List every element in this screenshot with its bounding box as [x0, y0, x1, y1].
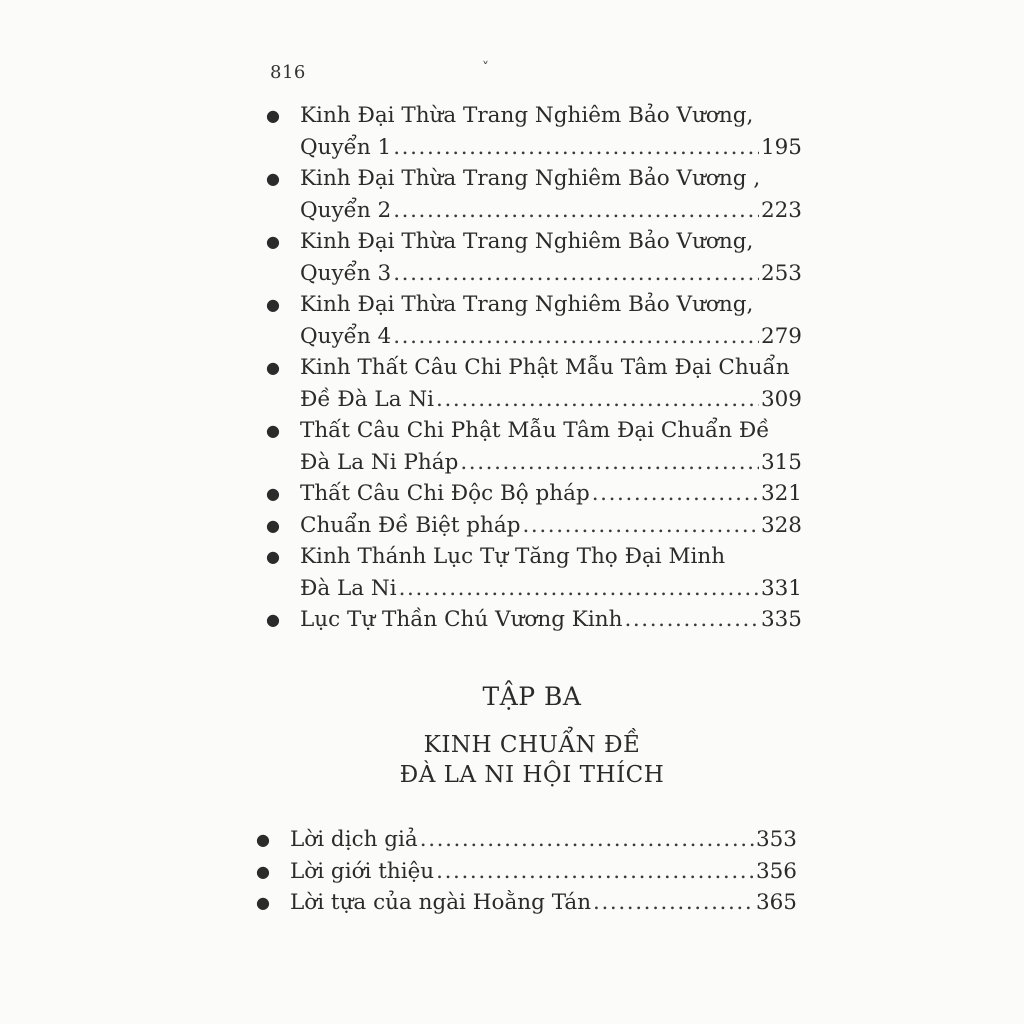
- page-ref: 279: [760, 323, 802, 349]
- dot-leader: [399, 573, 759, 605]
- entry-title: Kinh Đại Thừa Trang Nghiêm Bảo Vương,: [300, 229, 754, 254]
- bullet-icon: ●: [256, 830, 270, 849]
- entry-title: Kinh Đại Thừa Trang Nghiêm Bảo Vương ,: [300, 166, 761, 191]
- dot-leader: [624, 604, 759, 636]
- bullet-icon: ●: [266, 515, 280, 535]
- toc-entry: [262, 226, 802, 289]
- toc-entry: [262, 289, 802, 352]
- stray-mark: ˅: [482, 60, 489, 76]
- toc-entry: [262, 510, 802, 542]
- dot-leader: [393, 258, 759, 290]
- entry-title: Lời tựa của ngài Hoằng Tán: [290, 890, 592, 915]
- page-ref: 331: [760, 575, 802, 601]
- bullet-icon: ●: [266, 547, 280, 566]
- page-ref: 335: [760, 607, 802, 632]
- entry-title-line2: Quyển 1: [300, 134, 392, 160]
- entry-title-line2: Quyển 3: [300, 260, 392, 286]
- bullet-icon: ●: [256, 861, 270, 881]
- toc-entry: [262, 541, 802, 604]
- volume-heading: TẬP BA: [482, 682, 582, 711]
- toc-entry: [262, 478, 802, 510]
- bullet-icon: ●: [266, 295, 280, 314]
- toc-entry: [262, 604, 802, 636]
- dot-leader: [393, 195, 759, 227]
- entry-title: Kinh Thất Câu Chi Phật Mẫu Tâm Đại Chuẩn: [300, 355, 790, 380]
- toc-entry: [252, 856, 797, 888]
- bullet-icon: ●: [266, 421, 280, 440]
- page-ref: 309: [760, 386, 802, 412]
- toc-entry: [252, 824, 797, 856]
- page-ref: 356: [755, 858, 797, 884]
- page-number: 816: [270, 62, 306, 83]
- dot-leader: [393, 321, 759, 353]
- entry-title: Kinh Thánh Lục Tự Tăng Thọ Đại Minh: [300, 544, 726, 569]
- toc-entry: [262, 100, 802, 163]
- toc-entry: [262, 163, 802, 226]
- entry-title-line2: Quyển 4: [300, 323, 392, 349]
- toc-entry: [262, 415, 802, 478]
- entry-title-line2: Đà La Ni: [300, 575, 397, 601]
- toc-entry: [262, 352, 802, 415]
- dot-leader: [460, 447, 759, 479]
- bullet-icon: ●: [266, 106, 280, 125]
- page-ref: 223: [760, 197, 802, 223]
- bullet-icon: ●: [256, 893, 270, 912]
- entry-title: Kinh Đại Thừa Trang Nghiêm Bảo Vương,: [300, 292, 754, 317]
- dot-leader: [592, 478, 759, 510]
- entry-title: Thất Câu Chi Phật Mẫu Tâm Đại Chuẩn Đề: [300, 418, 770, 443]
- dot-leader: [522, 510, 758, 542]
- dot-leader: [436, 384, 759, 416]
- section-title-line1: KINH CHUẨN ĐỀ: [423, 732, 641, 758]
- bullet-icon: ●: [266, 610, 280, 629]
- entry-title: Thất Câu Chi Độc Bộ pháp: [300, 481, 590, 506]
- bullet-icon: ●: [266, 484, 280, 503]
- entry-title: Lời giới thiệu: [290, 858, 435, 884]
- page-ref: 195: [760, 134, 802, 160]
- entry-title-line2: Quyển 2: [300, 197, 392, 223]
- entry-title: Kinh Đại Thừa Trang Nghiêm Bảo Vương,: [300, 103, 754, 128]
- page-ref: 253: [760, 260, 802, 286]
- toc-list-part3: [252, 824, 797, 919]
- page-ref: 321: [760, 481, 802, 506]
- entry-title: Lục Tự Thần Chú Vương Kinh: [300, 607, 623, 632]
- toc-list: [262, 100, 802, 636]
- page-ref: 353: [755, 827, 797, 852]
- page-ref: 315: [760, 449, 802, 475]
- dot-leader: [393, 132, 759, 164]
- toc-entry: [252, 887, 797, 919]
- dot-leader: [593, 887, 754, 919]
- entry-title-line2: Đà La Ni Pháp: [300, 449, 459, 475]
- bullet-icon: ●: [266, 232, 280, 251]
- page-ref: 328: [760, 512, 802, 538]
- entry-title: Chuẩn Đề Biệt pháp: [300, 512, 521, 538]
- bullet-icon: ●: [266, 358, 280, 377]
- section-title-line2: ĐÀ LA NI HỘI THÍCH: [399, 762, 665, 788]
- entry-title-line2: Đề Đà La Ni: [300, 386, 435, 412]
- page-ref: 365: [755, 890, 797, 915]
- entry-title: Lời dịch giả: [290, 827, 418, 852]
- dot-leader: [420, 824, 754, 856]
- dot-leader: [436, 856, 754, 888]
- bullet-icon: ●: [266, 169, 280, 188]
